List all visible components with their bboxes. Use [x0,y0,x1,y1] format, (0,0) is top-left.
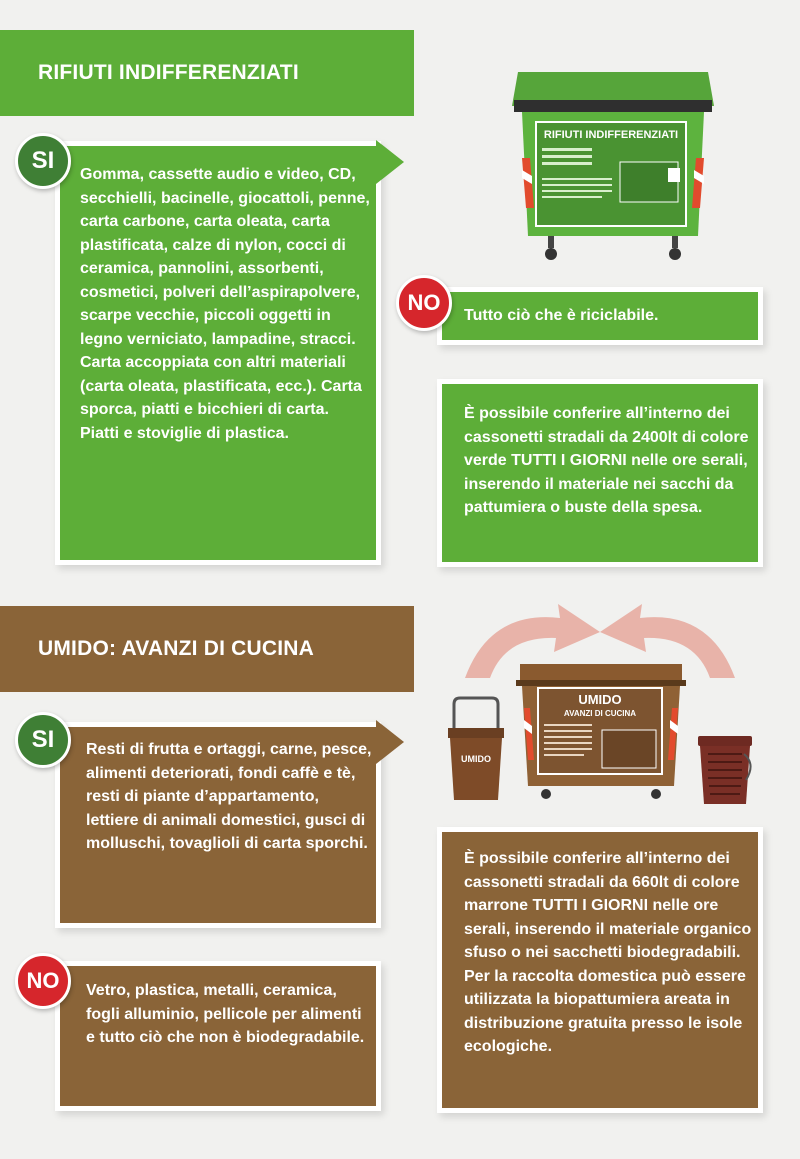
section-title-text: RIFIUTI INDIFFERENZIATI [38,61,299,84]
si-panel-arrow [376,720,404,764]
aerated-bin-icon [694,734,756,806]
si-badge: SI [15,133,71,189]
no-text: Vetro, plastica, metalli, ceramica, fogli alluminio, pellicole per alimenti e tutto ciò che non è biodegradabile. [86,982,365,1046]
section-title-indifferenziati [0,30,414,116]
si-panel-umido [60,727,376,923]
bin-label-1: UMIDO [578,692,622,707]
info-text: È possibile conferire all’interno dei cassonetti stradali da 660lt di colore marrone TUTTI I GIORNI nelle ore serali, inserendo il materiale organico sfuso o nei sacchetti biodegradabili. Per la raccolta domestica può essere utilizzata la biopattumiera areata in distribuzione gratuita presso le isole ecologiche. [464,850,752,1055]
si-badge: SI [15,712,71,768]
si-panel-arrow [376,140,404,184]
section-title-umido [0,606,414,692]
no-text: Tutto ciò che è riciclabile. [464,307,659,324]
no-panel-umido [60,966,376,1106]
info-panel-indifferenziati [442,384,758,562]
green-dumpster-icon [508,58,718,268]
info-panel-umido [442,832,758,1108]
bin-label: RIFIUTI INDIFFERENZIATI [543,129,679,141]
si-panel-indifferenziati [60,146,376,560]
si-text: Resti di frutta e ortaggi, carne, pesce, alimenti deteriorati, fondi caffè e tè, resti di piante d’appartamento, lettiere di animali domestici, gusci di molluschi, tovaglioli di carta sporchi. [86,741,372,852]
bin-label-2: AVANZI DI CUCINA [563,709,637,718]
kitchen-bin-icon [444,694,508,804]
si-text: Gomma, cassette audio e video, CD, secchielli, bacinelle, giocattoli, penne, carta carbone, carta oleata, carta plastificata, calze di nylon, cocci di ceramica, pannolini, assorbenti, cosmetici, polveri dell’aspirapolvere, scarpe vecchie, piccoli oggetti in legno verniciato, lampadine, stracci. Carta accoppiata con altri materiali (carta oleata, plastificata, ecc.). Carta sporca, piatti e bicchieri di carta. Piatti e stoviglie di plastica. [80,166,370,442]
info-text: È possibile conferire all’interno dei cassonetti stradali da 2400lt di colore verde TUTTI I GIORNI nelle ore serali, inserendo il materiale nei sacchi da pattumiera o buste della spesa. [464,405,749,516]
brown-dumpster-icon [516,660,686,804]
no-badge: NO [15,953,71,1009]
small-bin-label: UMIDO [461,754,491,764]
no-panel-indifferenziati [442,292,758,340]
no-badge: NO [396,275,452,331]
section-title-text: UMIDO: AVANZI DI CUCINA [38,637,315,660]
